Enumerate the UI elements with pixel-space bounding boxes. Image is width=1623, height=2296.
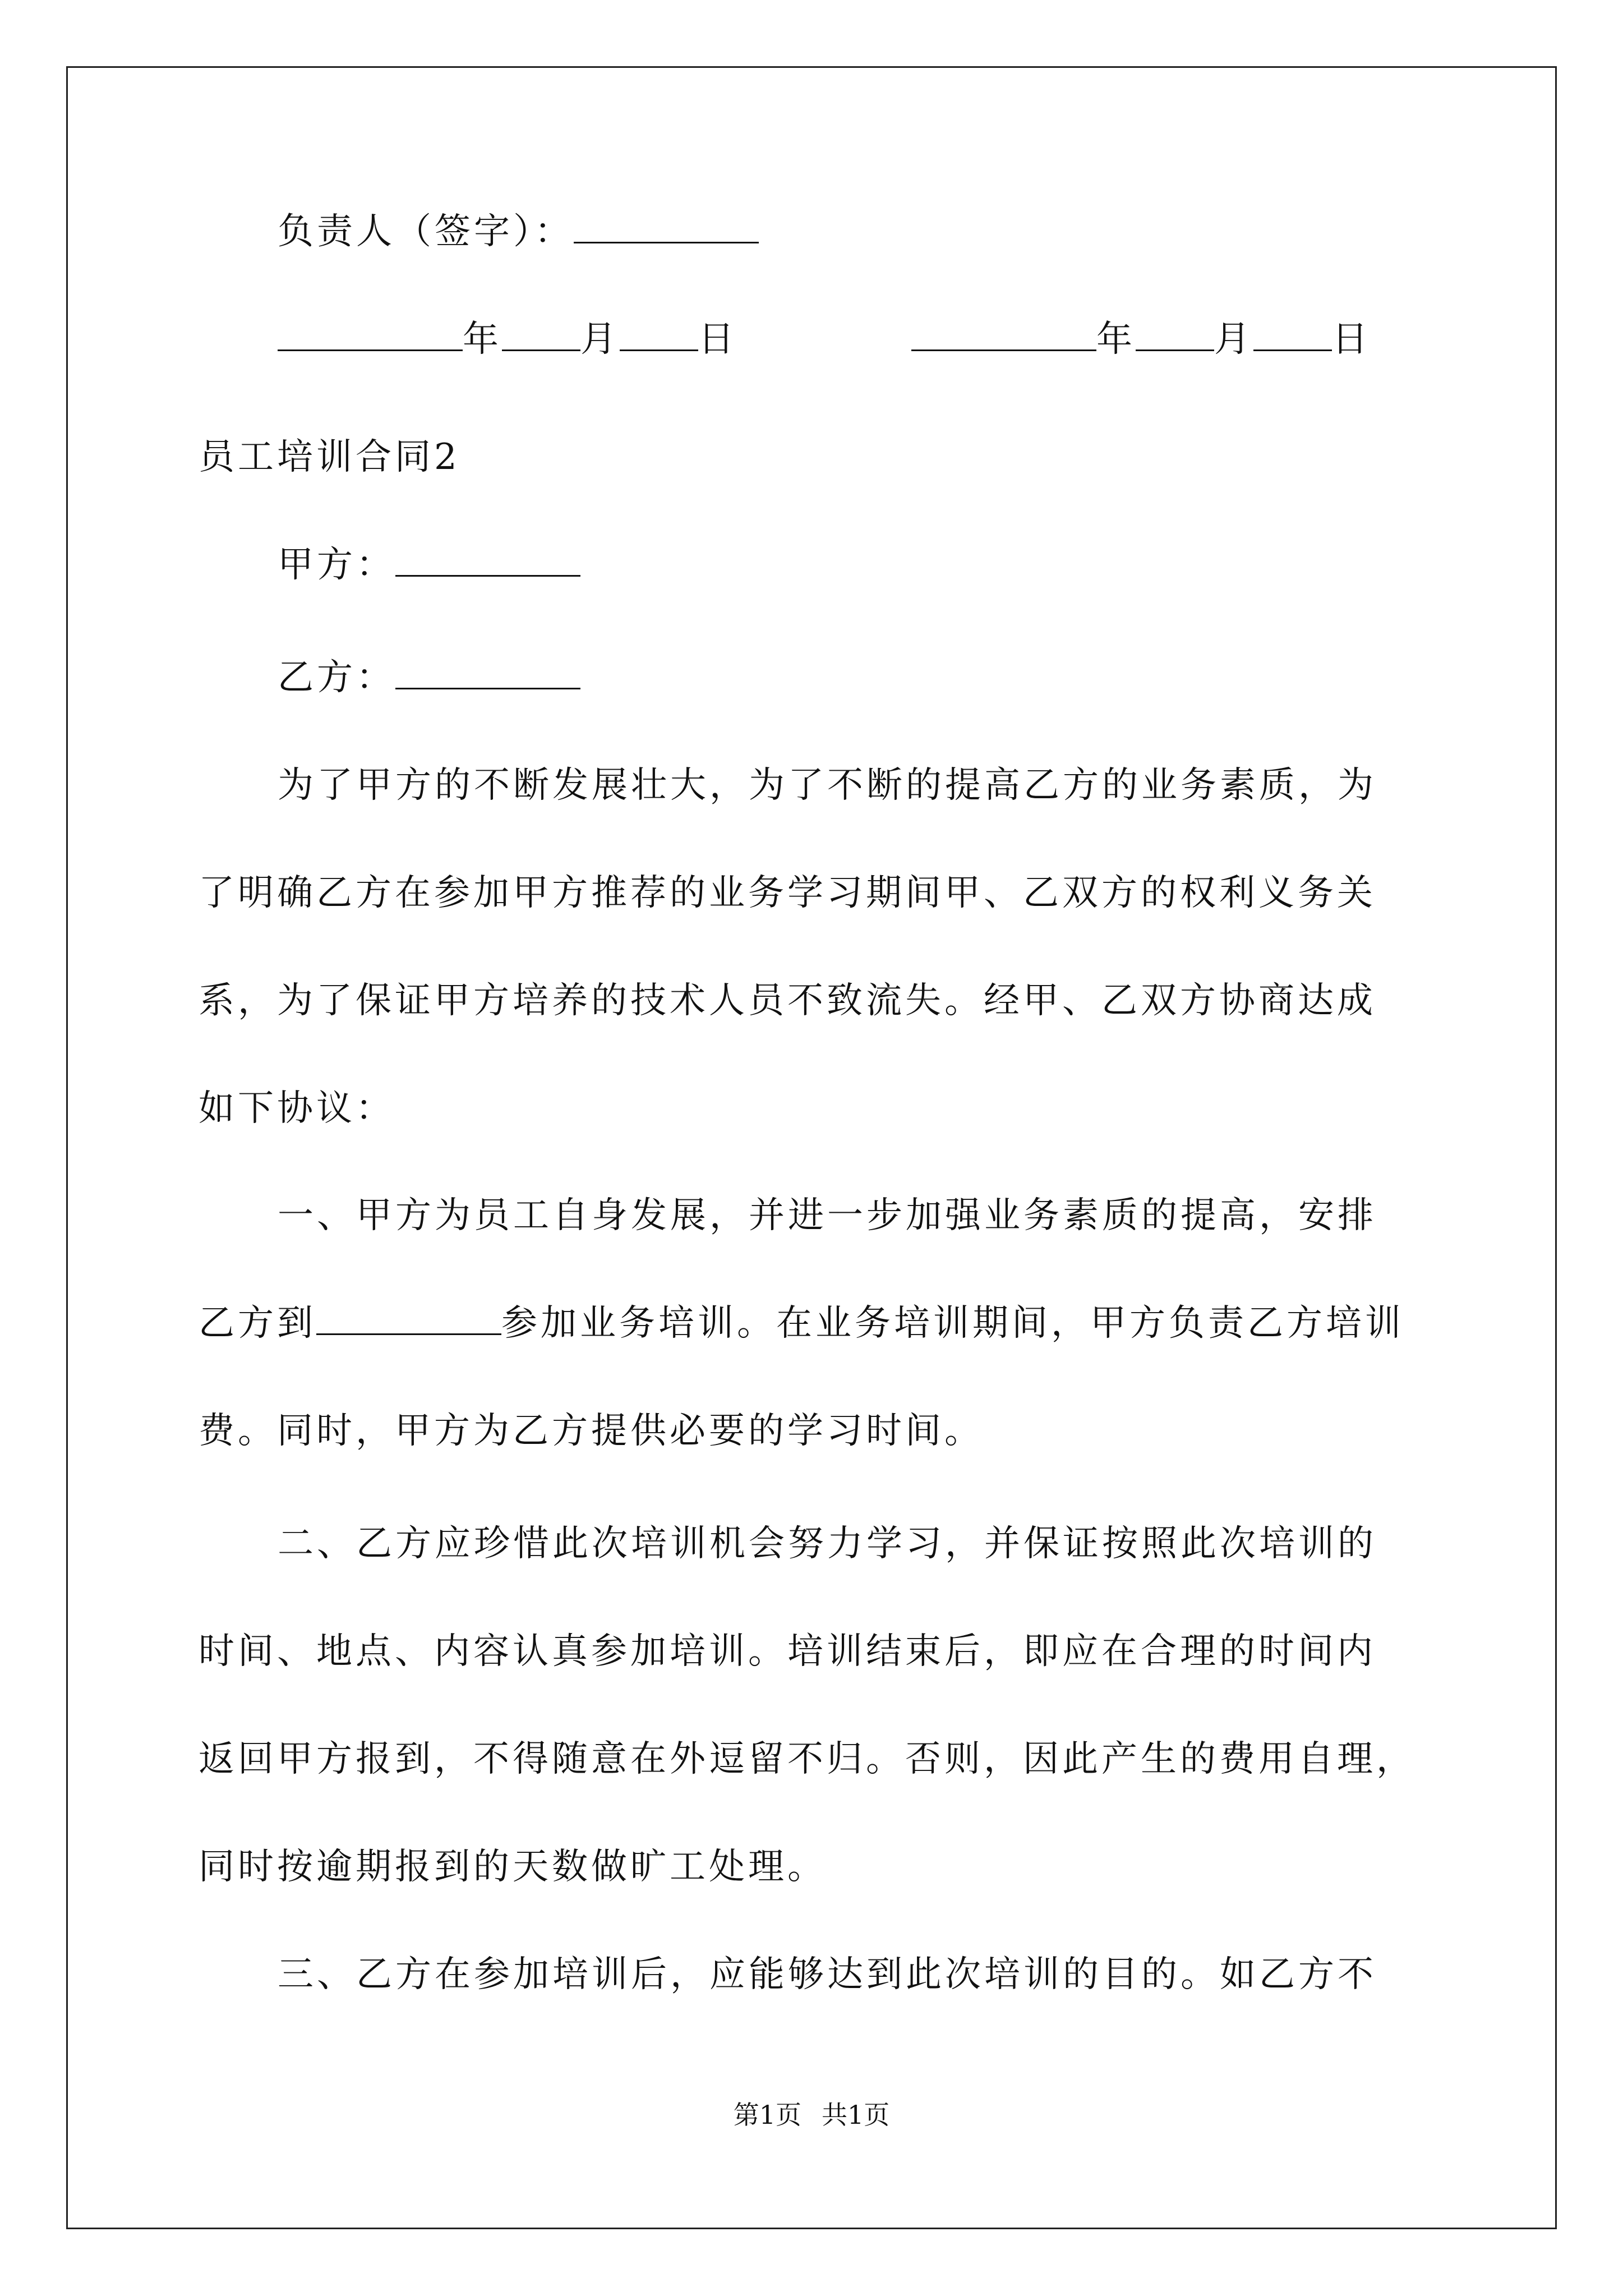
intro-line-1: 为了甲方的不断发展壮大，为了不断的提高乙方的业务素质，为 (278, 765, 1377, 806)
clause1-line-1: 一、甲方为员工自身发展，并进一步加强业务素质的提高，安排 (278, 1195, 1377, 1236)
clause2-line-1: 二、乙方应珍惜此次培训机会努力学习，并保证按照此次培训的 (278, 1523, 1377, 1565)
day-blank[interactable] (620, 315, 698, 351)
clause2-line-2: 时间、地点、内容认真参加培训。培训结束后，即应在合理的时间内 (199, 1631, 1376, 1672)
intro-line-3: 系，为了保证甲方培养的技术人员不致流失。经甲、乙双方协商达成 (199, 980, 1376, 1022)
month-blank[interactable] (1136, 315, 1214, 351)
clause2-line-3: 返回甲方报到，不得随意在外逗留不归。否则，因此产生的费用自理， (199, 1738, 1415, 1780)
year-label: 年 (1096, 319, 1136, 360)
party-a-line (278, 540, 580, 590)
date-line-right (911, 314, 1371, 365)
date-line-left (278, 314, 737, 365)
intro-line-4: 如下协议： (199, 1088, 395, 1129)
year-label: 年 (463, 319, 502, 360)
page-total: 共1页 (822, 2100, 890, 2130)
party-b-blank[interactable] (395, 653, 580, 689)
day-blank[interactable] (1253, 315, 1332, 351)
year-blank[interactable] (911, 315, 1096, 351)
day-label: 日 (698, 319, 737, 360)
party-b-line (278, 652, 580, 703)
page-border (66, 66, 1557, 2229)
month-label: 月 (580, 319, 620, 360)
month-label: 月 (1214, 319, 1253, 360)
clause1-text-b: 参加业务培训。在业务培训期间，甲方负责乙方培训 (501, 1303, 1404, 1344)
year-blank[interactable] (278, 315, 463, 351)
page-footer (0, 2098, 1623, 2132)
signature-line (278, 206, 759, 257)
section-title: 员工培训合同2 (199, 436, 460, 478)
party-a-label: 甲方： (278, 544, 395, 586)
clause1-text-a: 乙方到 (199, 1303, 316, 1344)
clause1-line-2 (199, 1298, 1404, 1349)
party-b-label: 乙方： (278, 657, 395, 698)
day-label: 日 (1332, 319, 1371, 360)
signature-blank[interactable] (574, 207, 759, 243)
month-blank[interactable] (502, 315, 580, 351)
signature-label: 负责人（签字）： (278, 211, 574, 252)
clause2-line-4: 同时按逾期报到的天数做旷工处理。 (199, 1846, 827, 1888)
clause3-line-1: 三、乙方在参加培训后，应能够达到此次培训的目的。如乙方不 (278, 1954, 1377, 1995)
page-number: 第1页 (733, 2100, 801, 2130)
training-location-blank[interactable] (316, 1299, 501, 1335)
clause1-line-3: 费。同时，甲方为乙方提供必要的学习时间。 (199, 1410, 984, 1452)
intro-line-2: 了明确乙方在参加甲方推荐的业务学习期间甲、乙双方的权利义务关 (199, 872, 1376, 914)
party-a-blank[interactable] (395, 540, 580, 577)
